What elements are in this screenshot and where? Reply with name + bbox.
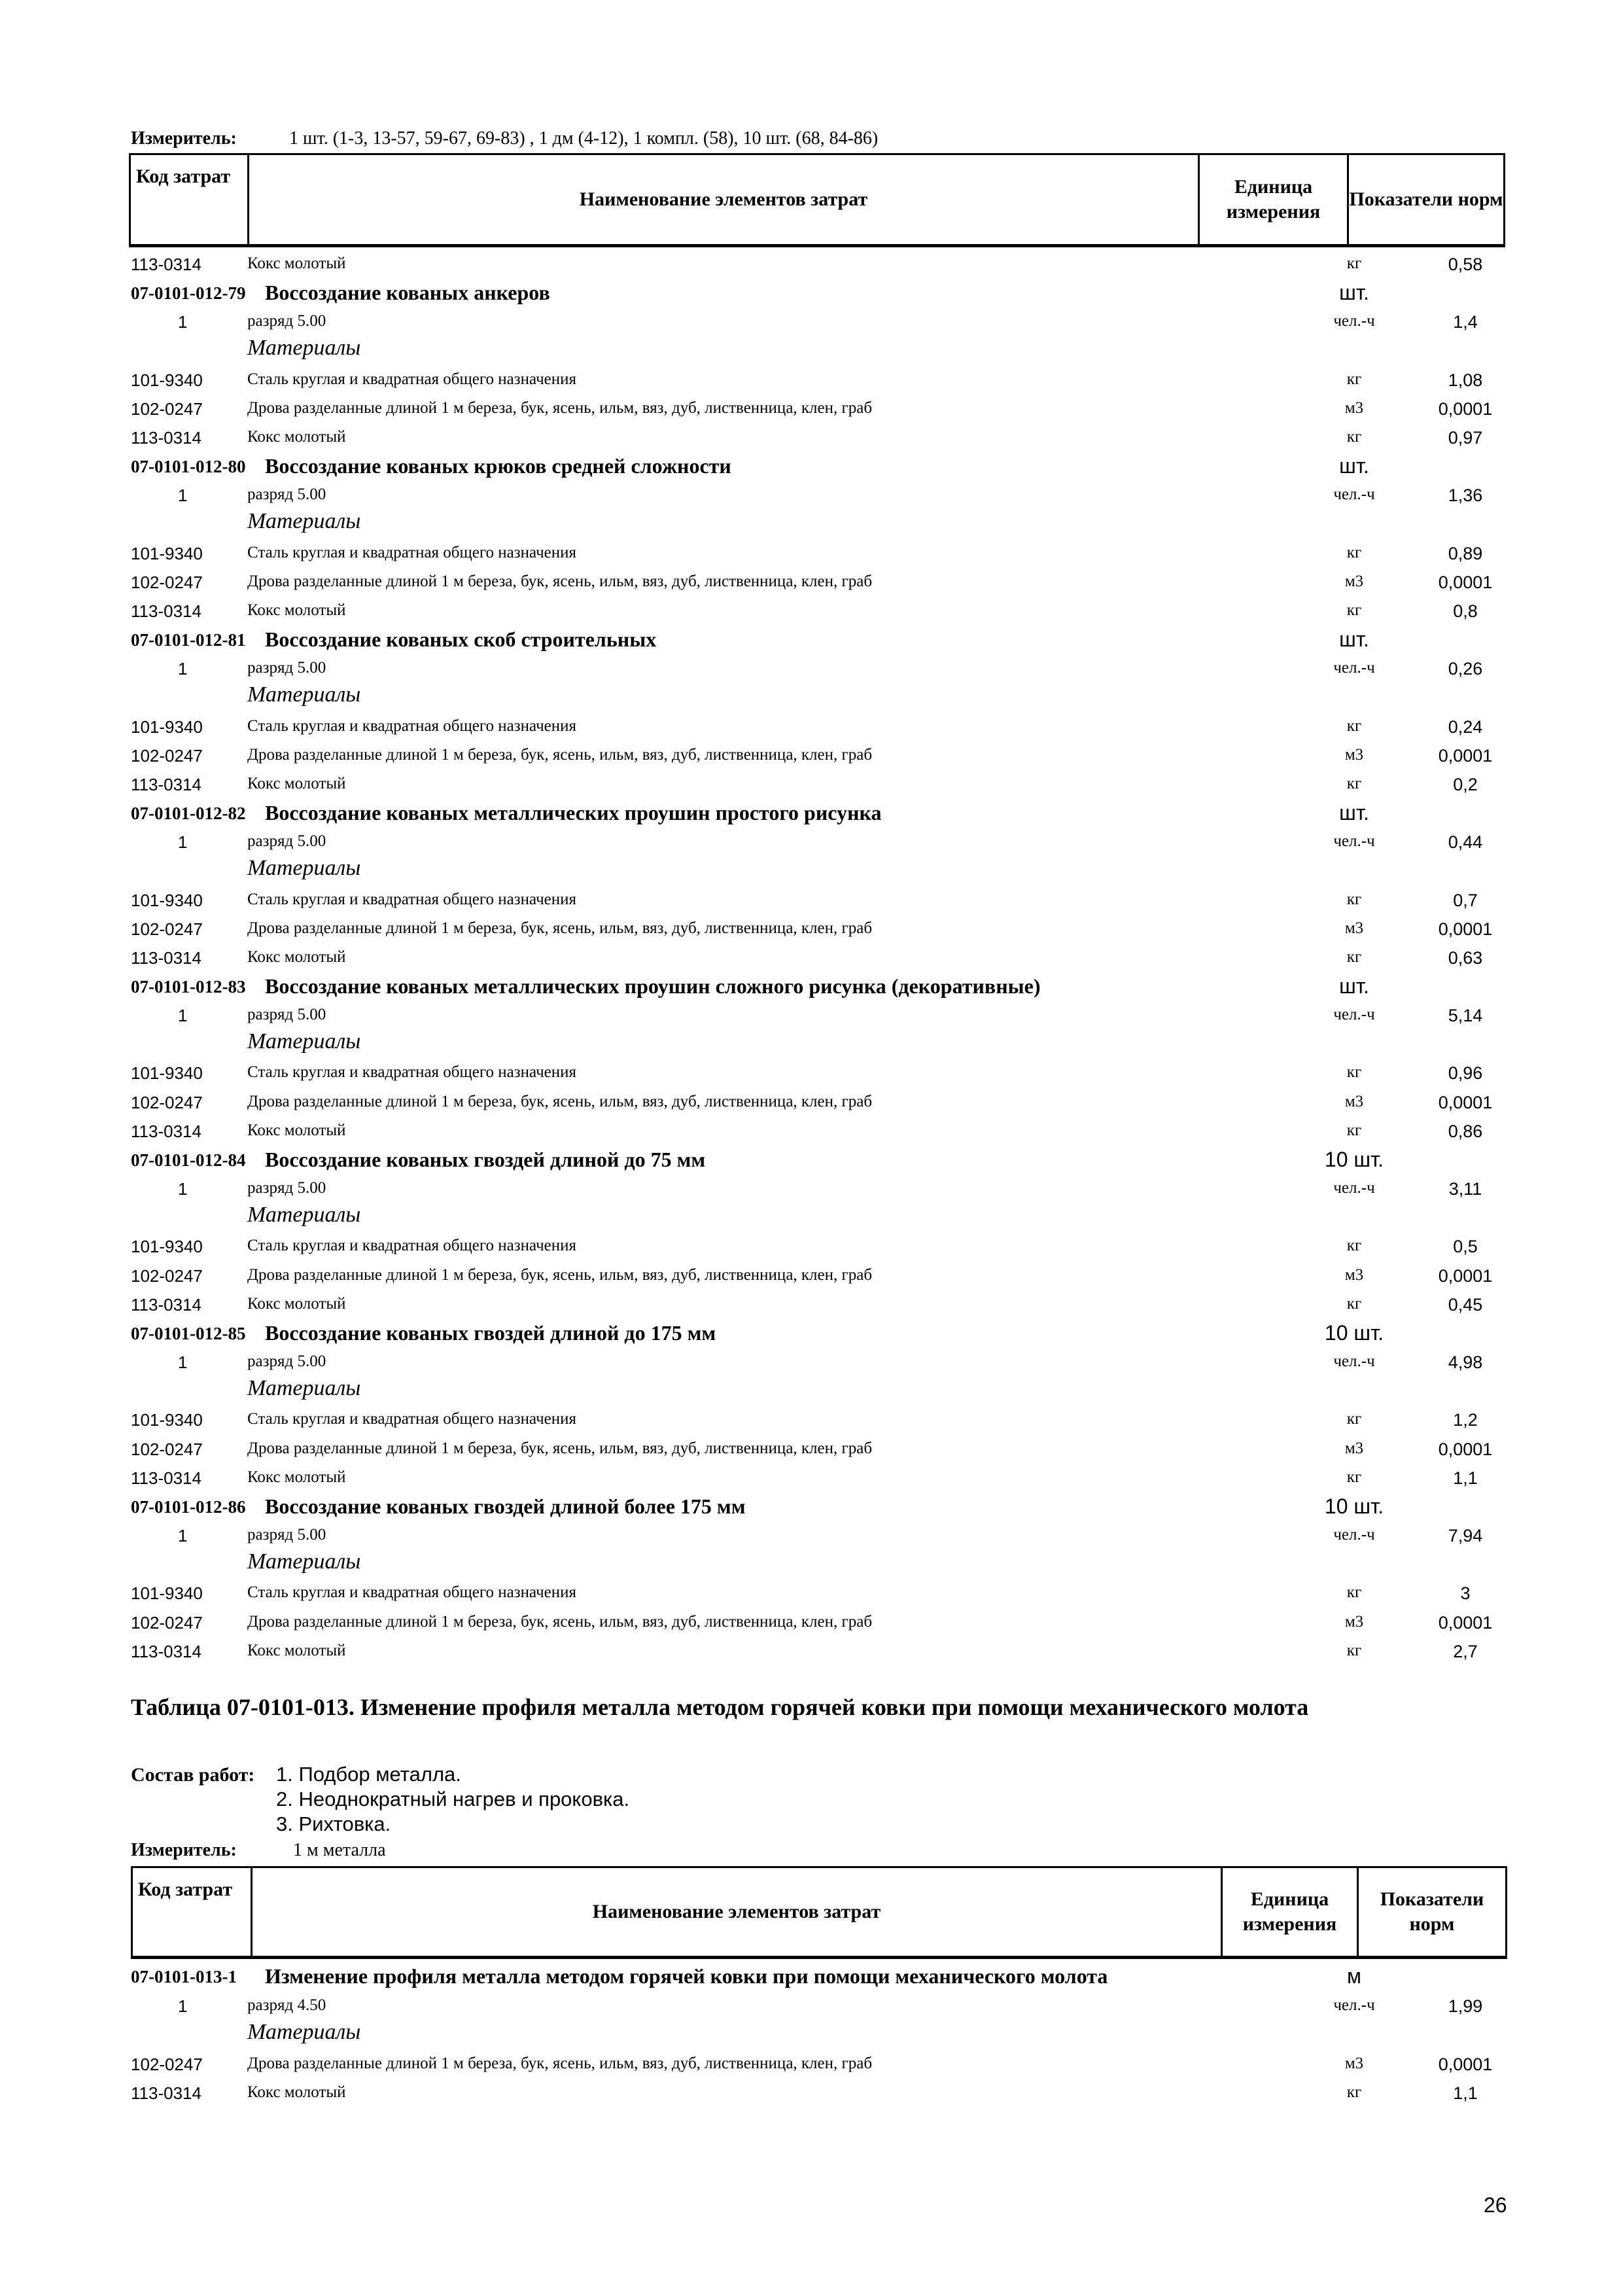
row-value: 2,7 <box>1453 1641 1478 1661</box>
row-unit: кг <box>1346 1063 1362 1082</box>
row-code: 07-0101-013-1 <box>131 1967 237 1987</box>
table-row <box>131 1090 1505 1116</box>
row-code: 07-0101-012-81 <box>131 630 246 650</box>
row-value: 0,26 <box>1448 659 1483 679</box>
row-unit: чел.-ч <box>1333 1352 1375 1371</box>
table-row-title <box>131 1321 1505 1347</box>
table-row <box>131 1610 1505 1636</box>
row-code: 102-0247 <box>131 919 203 939</box>
table-title-2: Таблица 07-0101-013. Изменение профиля металла методом горячей ковки при помощи механического молота <box>131 1694 1309 1720</box>
row-unit: чел.-ч <box>1333 1996 1375 2014</box>
table-row <box>131 397 1505 423</box>
table-row <box>131 541 1505 567</box>
row-name: Кокс молотый <box>247 1468 346 1486</box>
table-row <box>131 1407 1505 1434</box>
table-row <box>131 1581 1505 1607</box>
measure-value-2: 1 м металла <box>293 1840 386 1860</box>
row-name: Воссоздание кованых гвоздей длиной до 75 мм <box>265 1147 706 1171</box>
row-code: 101-9340 <box>131 716 203 737</box>
row-value: 1,36 <box>1448 486 1483 506</box>
row-unit: кг <box>1346 1237 1362 1255</box>
table-row <box>131 1234 1505 1260</box>
row-value: 1,99 <box>1448 1996 1483 2016</box>
row-code: 113-0314 <box>131 1121 201 1141</box>
row-code: 102-0247 <box>131 572 203 592</box>
row-name: разряд 5.00 <box>247 486 326 504</box>
table-row <box>131 1205 1505 1231</box>
row-unit: кг <box>1346 255 1362 272</box>
table-row <box>131 656 1505 682</box>
row-value: 0,45 <box>1448 1294 1483 1315</box>
row-name: Воссоздание кованых скоб строительных <box>265 627 657 652</box>
row-code: 07-0101-012-79 <box>131 283 246 304</box>
row-code: 102-0247 <box>131 1439 203 1459</box>
row-name: Материалы <box>247 682 361 707</box>
row-value: 0,96 <box>1448 1063 1483 1084</box>
row-unit: кг <box>1346 947 1362 966</box>
row-code: 07-0101-012-80 <box>131 457 246 477</box>
row-name: Воссоздание кованых гвоздей длиной более 175 мм <box>265 1494 746 1518</box>
table-row <box>131 743 1505 769</box>
row-unit: м <box>1347 1964 1361 1988</box>
row-unit: 10 шт. <box>1324 1494 1384 1518</box>
row-code: 101-9340 <box>131 1237 203 1257</box>
row-value: 0,8 <box>1453 601 1478 621</box>
table-row <box>131 338 1505 364</box>
row-value: 1,4 <box>1453 312 1478 332</box>
table-row <box>131 1639 1505 1665</box>
row-code: 1 <box>178 659 188 679</box>
row-code: 113-0314 <box>131 1641 201 1661</box>
row-value: 0,0001 <box>1438 2054 1493 2074</box>
row-name: Воссоздание кованых гвоздей длиной до 175 мм <box>265 1320 716 1345</box>
measure-label-2: Измеритель: <box>131 1840 237 1860</box>
header-name: Наименование элементов затрат <box>249 154 1199 246</box>
table-row <box>131 830 1505 856</box>
row-code: 113-0314 <box>131 255 201 274</box>
row-unit: чел.-ч <box>1333 659 1375 677</box>
row-code: 1 <box>178 832 188 853</box>
table-row <box>131 599 1505 625</box>
row-name: Материалы <box>247 1203 361 1227</box>
row-name: Материалы <box>247 1376 361 1401</box>
row-value: 0,0001 <box>1438 1439 1493 1459</box>
row-name: Сталь круглая и квадратная общего назначения <box>247 543 577 561</box>
row-unit: кг <box>1346 890 1362 908</box>
row-name: Сталь круглая и квадратная общего назначения <box>247 1237 577 1255</box>
row-name: Материалы <box>247 2020 361 2044</box>
row-name: Сталь круглая и квадратная общего назначения <box>247 370 577 388</box>
table-row <box>131 1350 1505 1376</box>
row-unit: кг <box>1346 543 1362 561</box>
row-value: 0,44 <box>1448 832 1483 853</box>
header-norm: Показатели норм <box>1358 1867 1507 1958</box>
table-row <box>131 509 1505 538</box>
row-name: разряд 5.00 <box>247 832 326 851</box>
row-code: 113-0314 <box>131 427 201 448</box>
row-unit: м3 <box>1344 919 1364 937</box>
table-row <box>131 858 1505 885</box>
table-row <box>131 1119 1505 1145</box>
row-code: 1 <box>178 312 188 332</box>
row-unit: м3 <box>1344 398 1364 417</box>
row-unit: чел.-ч <box>1333 1526 1375 1544</box>
row-name: Кокс молотый <box>247 427 346 446</box>
row-value: 1,1 <box>1453 1468 1478 1488</box>
header-name: Наименование элементов затрат <box>252 1867 1222 1958</box>
row-code: 07-0101-012-84 <box>131 1150 246 1170</box>
table-row <box>131 772 1505 798</box>
row-unit: шт. <box>1339 627 1369 652</box>
row-unit: кг <box>1346 1294 1362 1313</box>
row-code: 102-0247 <box>131 1092 203 1112</box>
row-unit: чел.-ч <box>1333 1006 1375 1024</box>
row-code: 07-0101-012-82 <box>131 804 246 824</box>
row-value: 1,2 <box>1453 1410 1478 1430</box>
row-name: Кокс молотый <box>247 255 346 272</box>
row-value: 1,08 <box>1448 370 1483 390</box>
table-row-title <box>131 801 1505 827</box>
row-code: 102-0247 <box>131 398 203 419</box>
row-value: 0,2 <box>1453 774 1478 794</box>
row-unit: 10 шт. <box>1324 1320 1384 1345</box>
table-row <box>131 917 1505 943</box>
row-value: 7,94 <box>1448 1526 1483 1546</box>
header-unit: Единица измерения <box>1222 1867 1358 1958</box>
row-name: разряд 5.00 <box>247 1352 326 1371</box>
row-name: Дрова разделанные длиной 1 м береза, бук, ясень, ильм, вяз, дуб, лиственница, клен, граб <box>247 745 873 764</box>
sostav-label: Состав работ: <box>131 1764 255 1786</box>
row-name: Воссоздание кованых анкеров <box>265 281 550 305</box>
row-name: Кокс молотый <box>247 1121 346 1139</box>
row-name: Дрова разделанные длиной 1 м береза, бук, ясень, ильм, вяз, дуб, лиственница, клен, граб <box>247 1092 873 1110</box>
row-unit: кг <box>1346 2083 1362 2101</box>
row-name: Дрова разделанные длиной 1 м береза, бук, ясень, ильм, вяз, дуб, лиственница, клен, граб <box>247 398 873 417</box>
row-code: 101-9340 <box>131 890 203 910</box>
table-row <box>131 1003 1505 1029</box>
row-value: 0,86 <box>1448 1121 1483 1141</box>
table-row <box>131 1523 1505 1549</box>
row-code: 113-0314 <box>131 1468 201 1488</box>
table-row <box>131 368 1505 394</box>
sostav-item: 3. Рихтовка. <box>276 1812 391 1835</box>
table-row <box>131 2022 1505 2049</box>
row-name: Кокс молотый <box>247 2083 346 2101</box>
row-value: 0,0001 <box>1438 1265 1493 1286</box>
row-name: разряд 5.00 <box>247 1006 326 1024</box>
row-value: 3 <box>1460 1583 1471 1604</box>
row-name: Воссоздание кованых металлических проушин простого рисунка <box>265 801 882 825</box>
row-unit: кг <box>1346 427 1362 446</box>
row-name: разряд 5.00 <box>247 1179 326 1197</box>
table-row <box>131 1466 1505 1492</box>
table-row <box>131 682 1505 711</box>
row-unit: м3 <box>1344 1612 1364 1631</box>
row-unit: кг <box>1346 1121 1362 1139</box>
row-unit: чел.-ч <box>1333 486 1375 504</box>
row-code: 07-0101-012-86 <box>131 1496 246 1517</box>
table-row <box>131 1376 1505 1405</box>
table-row <box>131 1176 1505 1203</box>
row-name: Дрова разделанные длиной 1 м береза, бук, ясень, ильм, вяз, дуб, лиственница, клен, граб <box>247 919 873 937</box>
row-value: 4,98 <box>1448 1352 1483 1373</box>
row-name: Кокс молотый <box>247 774 346 792</box>
row-code: 07-0101-012-83 <box>131 977 246 997</box>
row-name: Дрова разделанные длиной 1 м береза, бук, ясень, ильм, вяз, дуб, лиственница, клен, граб <box>247 1439 873 1457</box>
table-row-title <box>131 974 1505 1000</box>
table-row <box>131 1029 1505 1058</box>
row-code: 101-9340 <box>131 543 203 563</box>
table-row-title <box>131 1494 1505 1521</box>
sostav-item: 1. Подбор металла. <box>276 1763 461 1786</box>
row-name: Воссоздание кованых металлических проушин сложного рисунка (декоративные) <box>265 974 1041 998</box>
row-unit: чел.-ч <box>1333 1179 1375 1197</box>
row-unit: кг <box>1346 1641 1362 1659</box>
row-unit: 10 шт. <box>1324 1147 1384 1171</box>
row-code: 101-9340 <box>131 1063 203 1084</box>
row-value: 0,24 <box>1448 716 1483 737</box>
row-unit: кг <box>1346 1583 1362 1602</box>
row-name: разряд 4.50 <box>247 1996 326 2014</box>
row-unit: м3 <box>1344 1439 1364 1457</box>
row-code: 113-0314 <box>131 601 201 621</box>
row-name: Кокс молотый <box>247 601 346 619</box>
row-name: Дрова разделанные длиной 1 м береза, бук, ясень, ильм, вяз, дуб, лиственница, клен, граб <box>247 2054 873 2072</box>
row-name: Сталь круглая и квадратная общего назначения <box>247 716 577 735</box>
row-value: 0,0001 <box>1438 919 1493 939</box>
row-value: 0,58 <box>1448 255 1483 274</box>
header-code: Код затрат <box>132 1867 252 1958</box>
row-code: 101-9340 <box>131 370 203 390</box>
sostav-item: 2. Неоднократный нагрев и проковка. <box>276 1788 630 1810</box>
row-name: Кокс молотый <box>247 1294 346 1313</box>
row-unit: м3 <box>1344 1092 1364 1110</box>
row-name: Материалы <box>247 1549 361 1574</box>
row-name: Кокс молотый <box>247 1641 346 1659</box>
measure-label: Измеритель: <box>131 128 237 149</box>
row-code: 102-0247 <box>131 2054 203 2074</box>
table-row <box>131 570 1505 596</box>
row-code: 113-0314 <box>131 774 201 794</box>
row-value: 0,0001 <box>1438 398 1493 419</box>
row-value: 0,89 <box>1448 543 1483 563</box>
row-unit: кг <box>1346 716 1362 735</box>
row-name: Материалы <box>247 336 361 361</box>
row-code: 1 <box>178 1352 188 1373</box>
row-code: 102-0247 <box>131 1265 203 1286</box>
table-row <box>131 252 1505 278</box>
row-value: 0,63 <box>1448 947 1483 968</box>
table-row <box>131 2081 1505 2107</box>
row-code: 1 <box>178 486 188 506</box>
row-unit: шт. <box>1339 801 1369 825</box>
table-row-title <box>131 1964 1505 1990</box>
row-value: 0,7 <box>1453 890 1478 910</box>
row-unit: м3 <box>1344 745 1364 764</box>
table-row <box>131 1994 1505 2020</box>
row-unit: м3 <box>1344 2054 1364 2072</box>
header-unit: Единица измерения <box>1199 154 1348 246</box>
header-code: Код затрат <box>130 154 249 246</box>
row-name: Материалы <box>247 1029 361 1054</box>
row-name: Изменение профиля металла методом горячей ковки при помощи механического молота <box>265 1964 1108 1988</box>
row-unit: кг <box>1346 1468 1362 1486</box>
table-row-title <box>131 281 1505 307</box>
row-code: 1 <box>178 1996 188 2016</box>
row-value: 0,97 <box>1448 427 1483 448</box>
row-name: разряд 5.00 <box>247 1526 326 1544</box>
table-row <box>131 1061 1505 1087</box>
table-row-title <box>131 627 1505 654</box>
table-row <box>131 888 1505 914</box>
row-name: разряд 5.00 <box>247 312 326 330</box>
row-value: 0,0001 <box>1438 745 1493 766</box>
row-name: Дрова разделанные длиной 1 м береза, бук, ясень, ильм, вяз, дуб, лиственница, клен, граб <box>247 1612 873 1631</box>
row-unit: кг <box>1346 370 1362 388</box>
row-value: 5,14 <box>1448 1006 1483 1026</box>
row-code: 1 <box>178 1179 188 1199</box>
table-row-title <box>131 454 1505 480</box>
row-code: 1 <box>178 1526 188 1546</box>
row-unit: кг <box>1346 601 1362 619</box>
table-row <box>131 425 1505 451</box>
row-value: 0,5 <box>1453 1237 1478 1257</box>
row-unit: м3 <box>1344 1265 1364 1284</box>
row-unit: шт. <box>1339 281 1369 305</box>
row-name: Сталь круглая и квадратная общего назначения <box>247 1410 577 1428</box>
row-name: Дрова разделанные длиной 1 м береза, бук, ясень, ильм, вяз, дуб, лиственница, клен, граб <box>247 1265 873 1284</box>
row-code: 101-9340 <box>131 1410 203 1430</box>
row-code: 07-0101-012-85 <box>131 1323 246 1343</box>
row-name: Дрова разделанные длиной 1 м береза, бук, ясень, ильм, вяз, дуб, лиственница, клен, граб <box>247 572 873 590</box>
row-value: 0,0001 <box>1438 1092 1493 1112</box>
measure-value: 1 шт. (1-3, 13-57, 59-67, 69-83) , 1 дм (4-12), 1 компл. (58), 10 шт. (68, 84-86) <box>289 128 879 149</box>
row-value: 0,0001 <box>1438 572 1493 592</box>
row-unit: шт. <box>1339 974 1369 998</box>
row-unit: чел.-ч <box>1333 312 1375 330</box>
row-name: Кокс молотый <box>247 947 346 966</box>
table-header-1 <box>129 153 1505 247</box>
table-row <box>131 1437 1505 1463</box>
page-number: 26 <box>1484 2193 1507 2217</box>
row-code: 113-0314 <box>131 2083 201 2103</box>
row-name: Сталь круглая и квадратная общего назначения <box>247 1063 577 1082</box>
row-unit: кг <box>1346 1410 1362 1428</box>
table-row <box>131 2052 1505 2078</box>
row-value: 1,1 <box>1453 2083 1478 2103</box>
row-unit: шт. <box>1339 454 1369 478</box>
row-code: 101-9340 <box>131 1583 203 1604</box>
table-header-2 <box>131 1866 1507 1959</box>
row-name: Материалы <box>247 509 361 534</box>
row-name: разряд 5.00 <box>247 659 326 677</box>
row-name: Сталь круглая и квадратная общего назначения <box>247 890 577 908</box>
row-code: 102-0247 <box>131 745 203 766</box>
header-norm: Показатели норм <box>1348 154 1505 246</box>
table-row <box>131 1263 1505 1290</box>
table-row <box>131 945 1505 972</box>
row-unit: чел.-ч <box>1333 832 1375 851</box>
row-value: 0,0001 <box>1438 1612 1493 1633</box>
row-value: 3,11 <box>1448 1179 1482 1199</box>
table-row <box>131 1549 1505 1578</box>
table-row <box>131 1292 1505 1318</box>
row-name: Воссоздание кованых крюков средней сложности <box>265 454 731 478</box>
row-code: 113-0314 <box>131 1294 201 1315</box>
row-code: 102-0247 <box>131 1612 203 1633</box>
table-row <box>131 309 1505 336</box>
table-row <box>131 715 1505 741</box>
row-code: 113-0314 <box>131 947 201 968</box>
row-name: Материалы <box>247 856 361 881</box>
table-row <box>131 483 1505 509</box>
row-unit: м3 <box>1344 572 1364 590</box>
row-code: 1 <box>178 1006 188 1026</box>
row-name: Сталь круглая и квадратная общего назначения <box>247 1583 577 1602</box>
row-unit: кг <box>1346 774 1362 792</box>
table-row-title <box>131 1148 1505 1174</box>
